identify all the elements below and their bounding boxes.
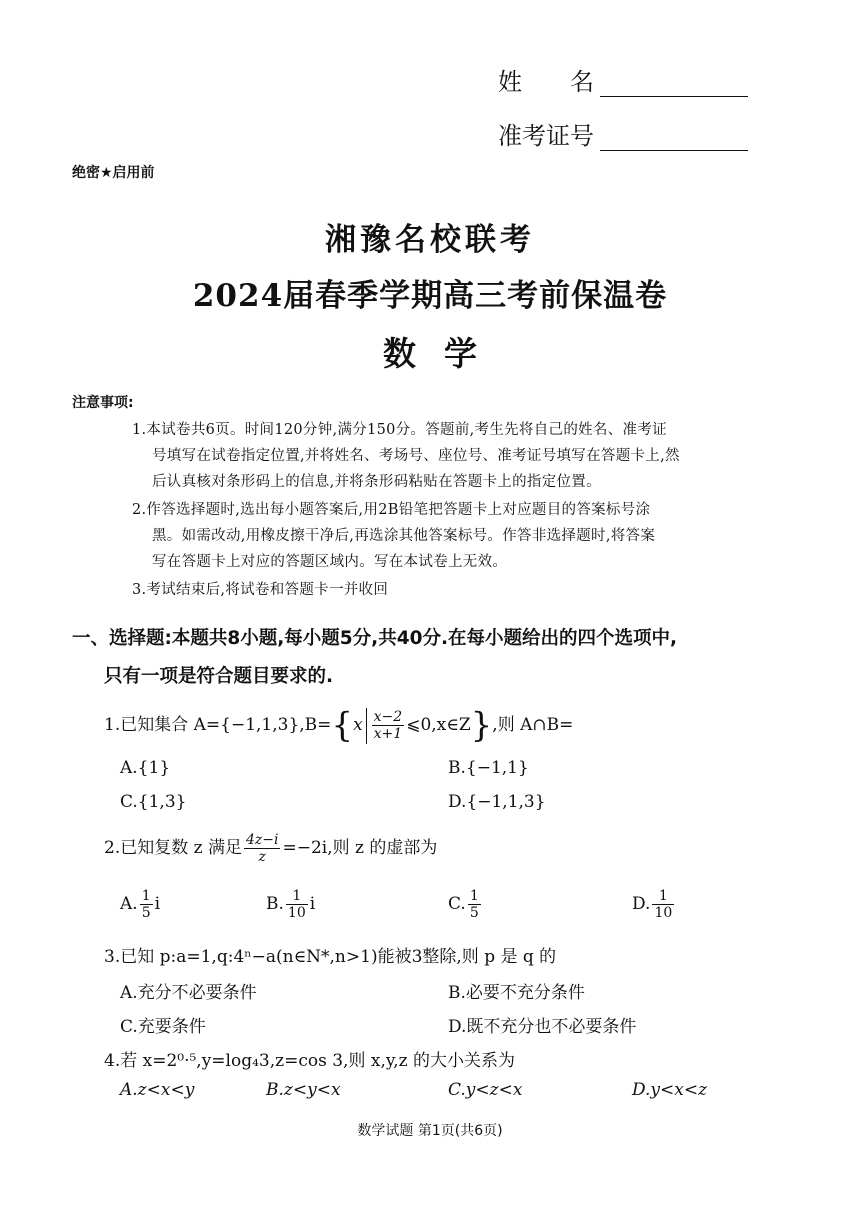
q2-b-den: 10 bbox=[287, 905, 306, 921]
q2-stem-pre: 2.已知复数 z 满足 bbox=[104, 838, 242, 858]
q2-option-a bbox=[120, 882, 160, 926]
notice-line-4: 2.作答选择题时,选出每小题答案后,用2B铅笔把答题卡上对应题目的答案标号涂 bbox=[132, 502, 651, 518]
left-brace: { bbox=[331, 705, 354, 746]
q3-option-d: D.既不充分也不必要条件 bbox=[448, 1017, 637, 1037]
q1-option-a: A.{1} bbox=[120, 758, 171, 778]
q2-c-num: 1 bbox=[469, 888, 479, 904]
section-heading: 一、选择题:本题共8小题,每小题5分,共40分.在每小题给出的四个选项中, bbox=[72, 628, 678, 649]
question-3: 3.已知 p:a=1,q:4ⁿ−a(n∈N*,n>1)能被3整除,则 p 是 q 的 bbox=[104, 947, 557, 967]
q4-option-b: B.z<y<x bbox=[266, 1080, 341, 1100]
q4-option-a: A.z<x<y bbox=[120, 1080, 195, 1100]
question-1 bbox=[104, 700, 573, 750]
exam-id-label: 准考证号 bbox=[498, 122, 594, 150]
exam-id-field bbox=[498, 116, 748, 151]
q1-stem-post: ,则 A∩B= bbox=[492, 715, 574, 735]
exam-name-title: 2024届春季学期高三考前保温卷 bbox=[192, 278, 668, 314]
subject-title: 数学 bbox=[383, 334, 505, 373]
q1-stem-pre: 1.已知集合 A={−1,1,3},B= bbox=[104, 715, 332, 735]
question-4: 4.若 x=2⁰·⁵,y=log₄3,z=cos 3,则 x,y,z 的大小关系为 bbox=[104, 1051, 515, 1071]
q2-stem-post: =−2i,则 z 的虚部为 bbox=[282, 838, 438, 858]
q2-d-letter: D. bbox=[632, 894, 651, 914]
notice-line-7: 3.考试结束后,将试卷和答题卡一并收回 bbox=[132, 582, 389, 598]
notice-heading: 注意事项: bbox=[72, 395, 134, 411]
q2-d-den: 10 bbox=[654, 905, 673, 921]
secret-mark: 绝密★启用前 bbox=[72, 165, 155, 181]
notice-line-5: 黑。如需改动,用橡皮擦干净后,再选涂其他答案标号。作答非选择题时,将答案 bbox=[152, 528, 656, 544]
question-2 bbox=[104, 826, 437, 870]
q1-option-d: D.{−1,1,3} bbox=[448, 792, 546, 812]
q3-option-c: C.充要条件 bbox=[120, 1017, 206, 1037]
notice-line-6: 写在答题卡上对应的答题区域内。写在本试卷上无效。 bbox=[152, 554, 508, 570]
notice-line-3: 后认真核对条形码上的信息,并将条形码粘贴在答题卡上的指定位置。 bbox=[152, 474, 601, 490]
q1-frac-den: x+1 bbox=[373, 726, 403, 742]
q2-option-c bbox=[448, 882, 483, 926]
q2-option-d bbox=[632, 882, 676, 926]
q3-option-a: A.充分不必要条件 bbox=[120, 983, 257, 1003]
exam-id-blank bbox=[600, 124, 748, 151]
name-label: 姓 名 bbox=[498, 68, 594, 96]
q2-c-den: 5 bbox=[469, 905, 479, 921]
name-field bbox=[498, 62, 748, 97]
q2-a-suffix: i bbox=[154, 894, 161, 914]
notice-line-1: 1.本试卷共6页。时间120分钟,满分150分。答题前,考生先将自己的姓名、准考证 bbox=[132, 422, 667, 438]
q1-option-c: C.{1,3} bbox=[120, 792, 187, 812]
q2-a-num: 1 bbox=[141, 888, 151, 904]
q1-fraction bbox=[372, 709, 405, 742]
q2-c-fraction bbox=[468, 888, 481, 921]
exam-org-title: 湘豫名校联考 bbox=[325, 222, 535, 258]
q2-fraction bbox=[244, 832, 281, 865]
q2-b-fraction bbox=[286, 888, 308, 921]
q2-a-letter: A. bbox=[120, 894, 138, 914]
q2-d-fraction bbox=[652, 888, 674, 921]
q2-a-den: 5 bbox=[141, 905, 151, 921]
set-bar bbox=[366, 708, 367, 744]
right-brace: } bbox=[470, 705, 493, 746]
q1-option-b: B.{−1,1} bbox=[448, 758, 529, 778]
name-blank bbox=[600, 70, 748, 97]
q2-b-letter: B. bbox=[266, 894, 284, 914]
q2-a-fraction bbox=[140, 888, 153, 921]
q1-set-cond: ⩽0,x∈Z bbox=[406, 715, 471, 735]
q4-option-c: C.y<z<x bbox=[448, 1080, 523, 1100]
section-heading-cont: 只有一项是符合题目要求的. bbox=[104, 666, 334, 687]
q2-d-num: 1 bbox=[652, 888, 674, 905]
q1-set-var: x bbox=[353, 715, 363, 735]
page-footer: 数学试题 第1页(共6页) bbox=[357, 1123, 503, 1139]
q3-option-b: B.必要不充分条件 bbox=[448, 983, 585, 1003]
q4-option-d: D.y<x<z bbox=[632, 1080, 708, 1100]
q2-option-b bbox=[266, 882, 315, 926]
q1-frac-num: x−2 bbox=[373, 709, 403, 725]
q2-c-letter: C. bbox=[448, 894, 466, 914]
q2-frac-den: z bbox=[258, 849, 266, 865]
q2-frac-num: 4z−i bbox=[245, 832, 279, 848]
q2-b-suffix: i bbox=[309, 894, 316, 914]
q2-b-num: 1 bbox=[286, 888, 308, 905]
notice-line-2: 号填写在试卷指定位置,并将姓名、考场号、座位号、准考证号填写在答题卡上,然 bbox=[152, 448, 680, 464]
